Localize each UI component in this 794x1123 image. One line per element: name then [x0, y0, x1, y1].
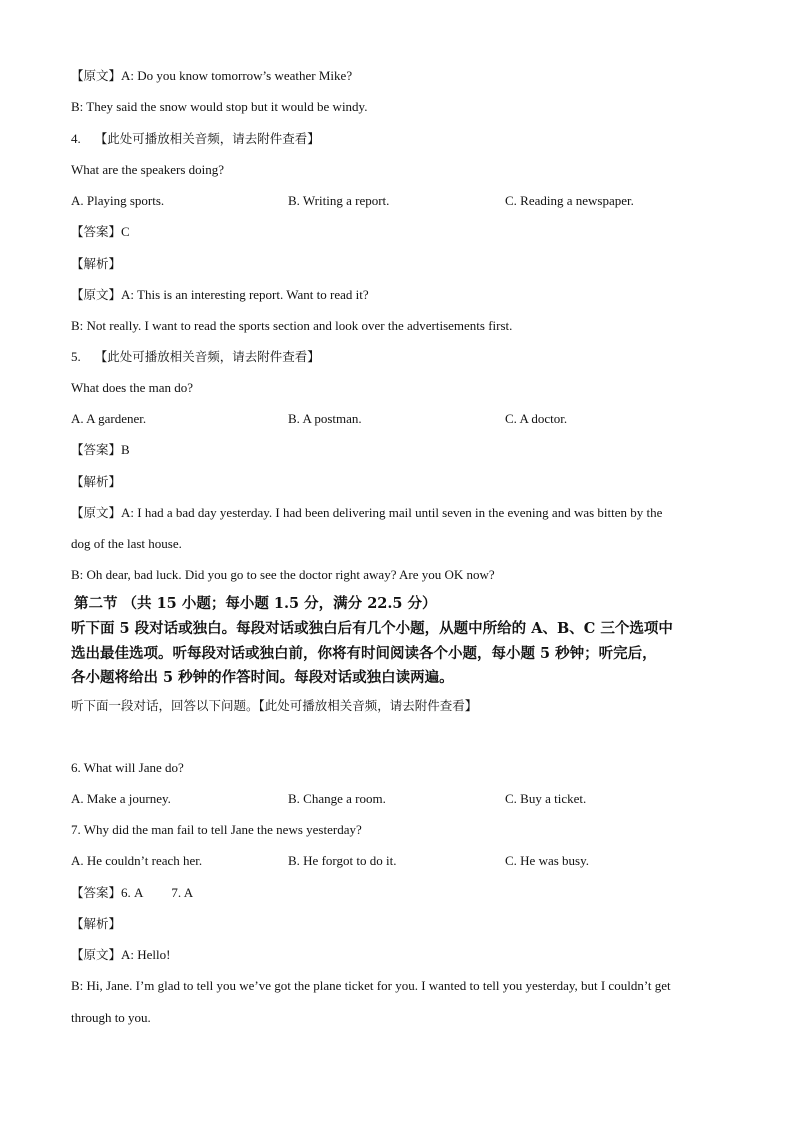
q4-answer — [71, 223, 130, 241]
orig-tag: 【原文】 — [71, 947, 122, 962]
line-orig-2: B: They said the snow would stop but it would be windy. — [71, 99, 368, 114]
q5-question: What does the man do? — [71, 380, 194, 395]
q7-option-c: C. He was busy. — [505, 853, 590, 868]
listen-instruction[interactable]: 听下面一段对话，回答以下问题。【此处可播放相关音频，请去附件查看】 — [71, 698, 478, 713]
q5-header — [71, 348, 320, 366]
answer-tag: 【答案】 — [71, 885, 122, 900]
q5-orig-b: B: Oh dear, bad luck. Did you go to see the doctor right away? Are you OK now? — [71, 567, 495, 582]
q4-audio-link[interactable]: 【此处可播放相关音频，请去附件查看】 — [94, 131, 320, 146]
q6-option-c: C. Buy a ticket. — [505, 791, 587, 806]
q4-orig-a — [71, 286, 369, 304]
q7-question: 7. Why did the man fail to tell Jane the news yesterday? — [71, 822, 362, 837]
q67-orig-a — [71, 946, 170, 964]
q6-option-a: A. Make a journey. — [71, 791, 171, 806]
q7-option-b: B. He forgot to do it. — [288, 853, 397, 868]
q6-question: 6. What will Jane do? — [71, 760, 184, 775]
q4-option-a: A. Playing sports. — [71, 193, 165, 208]
q67-orig-b2: through to you. — [71, 1010, 151, 1025]
section-title: 第二节 （共 15 小题；每小题 1.5 分，满分 22.5 分） — [74, 595, 437, 612]
answer-6: 6. A — [121, 885, 144, 900]
orig-tag: 【原文】 — [71, 287, 122, 302]
q6-option-b: B. Change a room. — [288, 791, 386, 806]
orig-tag: 【原文】 — [71, 505, 122, 520]
orig-tag: 【原文】 — [71, 68, 122, 83]
q7-option-a: A. He couldn’t reach her. — [71, 853, 203, 868]
section-instruction-2: 选出最佳选项。听每段对话或独白前，你将有时间阅读各个小题，每小题 5 秒钟；听完后， — [71, 645, 657, 662]
q5-orig-a2: dog of the last house. — [71, 536, 182, 551]
line-orig-1 — [71, 67, 352, 85]
q5-option-c: C. A doctor. — [505, 411, 568, 426]
q4-option-c: C. Reading a newspaper. — [505, 193, 634, 208]
q5-option-a: A. A gardener. — [71, 411, 147, 426]
q4-number: 4. — [71, 131, 81, 146]
answer-value: B — [121, 442, 130, 457]
section-instruction-1: 听下面 5 段对话或独白。每段对话或独白后有几个小题，从题中所给的 A、B、C 三个选项中 — [71, 620, 673, 637]
answer-tag: 【答案】 — [71, 442, 122, 457]
q5-audio-link[interactable]: 【此处可播放相关音频，请去附件查看】 — [94, 349, 320, 364]
q5-answer — [71, 441, 130, 459]
answer-tag: 【答案】 — [71, 224, 122, 239]
q67-analysis: 【解析】 — [71, 916, 122, 931]
orig-text: A: Hello! — [121, 947, 171, 962]
q4-question: What are the speakers doing? — [71, 162, 225, 177]
q5-analysis: 【解析】 — [71, 474, 122, 489]
q5-orig-a1 — [71, 504, 662, 522]
q67-orig-b1: B: Hi, Jane. I’m glad to tell you we’ve got the plane ticket for you. I wanted to tell you yesterday, but I couldn’t get — [71, 978, 671, 993]
q4-option-b: B. Writing a report. — [288, 193, 390, 208]
q4-header — [71, 130, 320, 148]
q4-analysis: 【解析】 — [71, 256, 122, 271]
q5-number: 5. — [71, 349, 81, 364]
orig-text: A: I had a bad day yesterday. I had been delivering mail until seven in the evening and was bitten by the — [121, 505, 663, 520]
q4-orig-b: B: Not really. I want to read the sports section and look over the advertisements first. — [71, 318, 513, 333]
q67-answer — [71, 884, 193, 902]
q5-option-b: B. A postman. — [288, 411, 362, 426]
answer-value: C — [121, 224, 130, 239]
section-instruction-3: 各小题将给出 5 秒钟的作答时间。每段对话或独白读两遍。 — [71, 669, 454, 686]
orig-text: A: This is an interesting report. Want to read it? — [121, 287, 369, 302]
answer-7: 7. A — [171, 885, 194, 900]
orig-text: A: Do you know tomorrow’s weather Mike? — [121, 68, 353, 83]
